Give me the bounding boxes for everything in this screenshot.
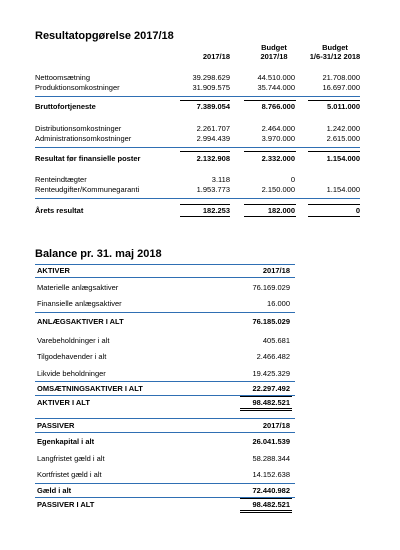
row-label: AKTIVER I ALT <box>37 398 90 407</box>
divider <box>35 432 295 433</box>
row-value-budget: 0 <box>290 175 295 184</box>
underline <box>308 204 360 205</box>
double-underline <box>240 510 292 513</box>
row-value: 19.425.329 <box>252 369 290 378</box>
row-value-actual: 7.389.054 <box>196 102 230 111</box>
row-value-budget-period: 1.154.000 <box>326 185 360 194</box>
row-value: 26.041.539 <box>252 437 290 446</box>
underline <box>180 216 230 217</box>
assets-col-header: 2017/18 <box>262 266 290 275</box>
divider <box>35 312 295 313</box>
divider <box>35 381 295 382</box>
divider <box>35 418 295 419</box>
divider <box>35 96 360 97</box>
row-value-budget-period: 0 <box>355 206 360 215</box>
row-value-actual: 2.261.707 <box>196 124 230 133</box>
row-label: Nettoomsætning <box>35 73 91 82</box>
divider <box>35 147 360 148</box>
row-value: 98.482.521 <box>252 398 290 407</box>
row-value: 22.297.492 <box>252 384 290 393</box>
underline <box>308 100 360 101</box>
row-value-budget-period: 1.154.000 <box>326 154 360 163</box>
row-value-actual: 3.118 <box>211 175 230 184</box>
underline <box>244 151 296 152</box>
row-value-actual: 2.132.908 <box>196 154 230 163</box>
row-value-budget-period: 5.011.000 <box>327 102 360 111</box>
underline <box>240 498 292 499</box>
assets-header: AKTIVER <box>37 266 70 275</box>
row-label: Produktionsomkostninger <box>35 83 120 92</box>
row-value-actual: 31.909.575 <box>192 83 230 92</box>
col-header-budget-period: 1/6-31/12 2018 <box>309 52 361 61</box>
underline <box>244 216 296 217</box>
underline <box>180 100 230 101</box>
row-label: OMSÆTNINGSAKTIVER I ALT <box>37 384 143 393</box>
underline <box>180 204 230 205</box>
row-label: Tilgodehavender i alt <box>37 352 107 361</box>
row-label: Finansielle anlægsaktiver <box>37 299 122 308</box>
row-label: Likvide beholdninger <box>37 369 106 378</box>
row-value-budget: 2.464.000 <box>261 124 295 133</box>
row-value-budget-period: 2.615.000 <box>326 134 360 143</box>
row-label: Gæld i alt <box>37 486 72 495</box>
row-label: Renteindtægter <box>35 175 87 184</box>
row-value: 405.681 <box>262 336 290 345</box>
row-label: Administrationsomkostninger <box>35 134 132 143</box>
row-value-budget: 44.510.000 <box>257 73 295 82</box>
row-value: 2.466.482 <box>256 352 290 361</box>
row-value: 98.482.521 <box>252 500 290 509</box>
divider <box>35 277 295 278</box>
underline <box>180 151 230 152</box>
col-header-budget: Budget <box>261 43 287 52</box>
row-label: Renteudgifter/Kommunegaranti <box>35 185 140 194</box>
row-label: Varebeholdninger i alt <box>37 336 110 345</box>
row-value-budget-period: 1.242.000 <box>326 124 360 133</box>
row-label: Egenkapital i alt <box>37 437 95 446</box>
row-value-budget-period: 21.708.000 <box>322 73 360 82</box>
row-value-budget: 3.970.000 <box>261 134 295 143</box>
row-label: Resultat før finansielle poster <box>35 154 141 163</box>
double-underline <box>240 408 292 411</box>
row-value-budget: 35.744.000 <box>257 83 295 92</box>
underline <box>244 100 296 101</box>
underline <box>308 151 360 152</box>
row-value: 76.169.029 <box>252 283 290 292</box>
row-value-actual: 1.953.773 <box>196 185 230 194</box>
row-value-actual: 39.298.629 <box>192 73 230 82</box>
row-value-budget-period: 16.697.000 <box>322 83 360 92</box>
liabilities-header: PASSIVER <box>37 421 75 430</box>
col-header-budget-year: 2017/18 <box>260 52 288 61</box>
row-value: 58.288.344 <box>252 454 290 463</box>
row-value-actual: 2.994.439 <box>196 134 230 143</box>
row-label: PASSIVER I ALT <box>37 500 95 509</box>
row-label: ANLÆGSAKTIVER I ALT <box>37 317 124 326</box>
row-label: Distributionsomkostninger <box>35 124 122 133</box>
col-header-budget-2: Budget <box>322 43 348 52</box>
underline <box>244 204 296 205</box>
row-value-budget: 8.766.000 <box>261 102 295 111</box>
row-value: 16.000 <box>267 299 290 308</box>
underline <box>240 396 292 397</box>
row-value: 72.440.982 <box>252 486 290 495</box>
underline <box>308 216 360 217</box>
liabilities-col-header: 2017/18 <box>262 421 290 430</box>
divider <box>35 198 360 199</box>
row-label: Årets resultat <box>35 206 84 215</box>
balance-title: Balance pr. 31. maj 2018 <box>35 248 162 260</box>
income-statement-title: Resultatopgørelse 2017/18 <box>35 30 174 42</box>
row-label: Materielle anlægsaktiver <box>37 283 119 292</box>
row-label: Bruttofortjeneste <box>35 102 96 111</box>
col-header-2017-18: 2017/18 <box>202 52 230 61</box>
row-value-budget: 2.150.000 <box>261 185 295 194</box>
divider <box>35 264 295 265</box>
row-value: 14.152.638 <box>252 470 290 479</box>
row-value-budget: 182.000 <box>267 206 295 215</box>
row-label: Langfristet gæld i alt <box>37 454 105 463</box>
divider <box>35 483 295 484</box>
row-value-budget: 2.332.000 <box>261 154 295 163</box>
row-value-actual: 182.253 <box>202 206 230 215</box>
row-label: Kortfristet gæld i alt <box>37 470 102 479</box>
row-value: 76.185.029 <box>252 317 290 326</box>
